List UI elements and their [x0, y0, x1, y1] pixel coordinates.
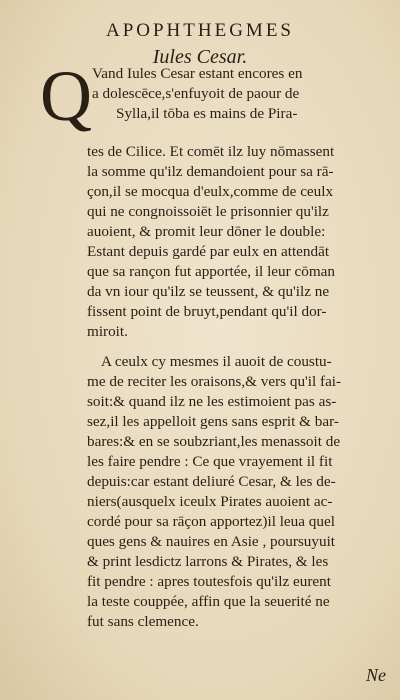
text-line: la somme qu'ilz demandoient pour sa rā- [87, 163, 334, 180]
text-line: çon,il se mocqua d'eulx,comme de ceulx [87, 183, 334, 200]
text-line: qui ne congnoissoiēt le prisonnier qu'ilz [87, 203, 329, 220]
text-line: auoient, & promit leur dōner le double: [87, 223, 326, 240]
text-line: les faire pendre : Ce que vrayement il fit [87, 453, 333, 470]
section-title: Iules Cesar. [152, 46, 248, 68]
text-line: depuis:car estant deliuré Cesar, & les de- [87, 473, 336, 490]
text-line: que sa rançon fut apportée, il leur cōman [87, 263, 335, 280]
text-line: fut sans clemence. [87, 613, 199, 630]
text-line: niers(ausquelx iceulx Pirates auoient ac- [87, 493, 333, 510]
text-line: fissent point de bruyt,pendant qu'il dor- [87, 303, 327, 320]
text-line: Vand Iules Cesar estant encores en [92, 65, 303, 82]
text-line: soit:& quand ilz ne les estimoient pas as- [87, 393, 337, 410]
dropcap-lines [86, 64, 386, 124]
text-line: miroit. [87, 323, 128, 340]
catchword: Ne [366, 665, 386, 685]
text-line: a dolescēce,s'enfuyoit de paour de [92, 85, 300, 102]
running-head: APOPHTHEGMES [105, 20, 295, 41]
text-line: cordé pour sa rāçon apportez)il leua quel [87, 513, 335, 530]
text-line: da vn iour qu'ilz se teussent, & qu'ilz ne [87, 283, 330, 300]
text-line: Estant depuis gardé par eulx en attendāt [87, 243, 330, 260]
text-line: bares:& en se soubzriant,les menassoit de [87, 433, 341, 450]
text-line: Sylla,il tōba es mains de Pira- [116, 105, 298, 122]
text-line: & print lesdictz larrons & Pirates, & les [87, 553, 329, 570]
text-line: sez,il les appelloit gens sans esprit & bar- [87, 413, 339, 430]
paragraph-2 [87, 352, 387, 632]
text-line: me de reciter les oraisons,& vers qu'il fai- [87, 373, 342, 390]
text-line: fit pendre : apres toutesfois qu'ilz eurent [87, 573, 331, 590]
text-line: la teste couppée, affin que la seuerité ne [87, 593, 330, 610]
text-line: tes de Cilice. Et comēt ilz luy nōmassent [87, 143, 335, 160]
text-line: ques gens & nauires en Asie , poursuyuit [87, 533, 336, 550]
drop-cap: Q [40, 56, 92, 136]
paragraph-1 [87, 142, 387, 342]
text-line: A ceulx cy mesmes il auoit de coustu- [101, 353, 332, 370]
